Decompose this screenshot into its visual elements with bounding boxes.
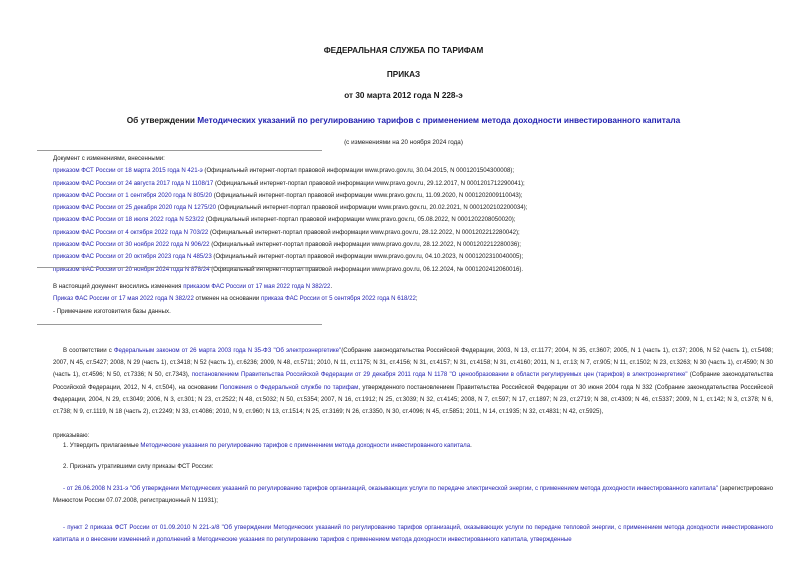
change-link[interactable]: приказом ФАС России от 24 августа 2017 года N 1108/17 xyxy=(53,179,214,187)
note-link[interactable]: приказа ФАС России от 5 сентября 2022 года N 618/22 xyxy=(261,295,416,303)
title-prefix: Об утверждении xyxy=(126,115,198,125)
note-line xyxy=(53,281,418,293)
changes-item xyxy=(53,165,527,177)
change-text: (Официальный интернет-портал правовой информации www.pravo.gov.ru, 11.09.2020, N 0001202009110043); xyxy=(212,191,523,199)
document-title xyxy=(0,115,807,125)
repealed-order-link[interactable]: - пункт 2 приказа ФСТ России от 01.09.2010 N 221-э/8 "Об утверждении Методических указаний по регулированию тарифов организаций, оказывающих услуги по передаче тепловой энергии, с применением метода доходности инвестированного капитала и о внесении изменений и дополнений в Методические указания по регулированию тарифов с применением метода доходности инвестированного капитала, утвержденные xyxy=(53,524,773,544)
item-4 xyxy=(53,522,773,546)
changes-intro: Документ с изменениями, внесенными: xyxy=(53,155,165,162)
changes-item xyxy=(53,227,527,239)
change-link[interactable]: приказом ФАС России от 20 ноября 2024 года N 878/24 xyxy=(53,265,210,273)
divider xyxy=(37,267,322,268)
document-type: ПРИКАЗ xyxy=(386,70,421,79)
changes-item xyxy=(53,190,527,202)
divider xyxy=(37,324,322,325)
repealed-order-link[interactable]: - от 26.06.2008 N 231-э "Об утверждении Методических указаний по регулированию тарифов организаций, оказывающих услуги по передаче электрической энергии, с применением метода доходности инвестированного капитала" xyxy=(63,485,718,492)
decree-link[interactable]: постановлением Правительства Российской Федерации от 29 декабря 2011 года N 1178 "О ценообразовании в области регулируемых цен (тарифов) в электроэнергетике" xyxy=(191,371,688,379)
changes-item xyxy=(53,202,527,214)
document-subtitle: (с изменениями на 20 ноября 2024 года) xyxy=(344,139,463,146)
change-text: (Официальный интернет-портал правовой информации www.pravo.gov.ru, 29.12.2017, N 0001201712290041); xyxy=(213,179,525,187)
item-2: 2. Признать утратившими силу приказы ФСТ России: xyxy=(63,463,214,470)
change-link[interactable]: приказом ФАС России от 18 июля 2022 года N 523/22 xyxy=(53,216,205,224)
changes-item xyxy=(53,264,527,276)
agency-heading: ФЕДЕРАЛЬНАЯ СЛУЖБА ПО ТАРИФАМ xyxy=(323,46,484,55)
note-line: - Примечание изготовителя базы данных. xyxy=(53,307,171,315)
change-link[interactable]: приказом ФСТ России от 18 марта 2015 года N 421-э xyxy=(53,167,203,175)
preamble-paragraph xyxy=(53,345,773,418)
guidelines-link[interactable]: Методические указания по регулированию тарифов с применением метода доходности инвестированного капитала xyxy=(140,442,471,449)
change-text: (Официальный интернет-портал правовой информации www.pravo.gov.ru, 28.12.2022, N 0001202212280042); xyxy=(208,228,520,236)
change-link[interactable]: приказом ФАС России от 4 октября 2022 года N 703/22 xyxy=(53,228,209,236)
note-text: . xyxy=(330,283,333,290)
body-text: (зарегистрировано Минюстом России 07.07.2008, регистрационный N 11931); xyxy=(53,485,774,505)
note-link[interactable]: приказом ФАС России от 17 мая 2022 года N 382/22 xyxy=(183,283,331,290)
change-text: (Официальный интернет-портал правовой информации www.pravo.gov.ru, 28.12.2022, N 0001202212280036); xyxy=(209,241,521,249)
note-link[interactable]: Приказ ФАС России от 17 мая 2022 года N 382/22 xyxy=(53,295,194,303)
changes-item xyxy=(53,239,527,251)
change-text: (Официальный интернет-портал правовой информации www.pravo.gov.ru, 04.10.2023, N 0001202310040005); xyxy=(211,253,524,261)
notes-block xyxy=(53,281,418,318)
regulation-link[interactable]: Положения о Федеральной службе по тарифам xyxy=(219,383,359,391)
change-text: (Официальный интернет-портал правовой информации www.pravo.gov.ru, 20.02.2021, N 0001202102200034); xyxy=(216,204,528,212)
changes-item xyxy=(53,178,527,190)
body-text: (Собрание законодательства Российской Федерации, 2003, N 13, ст.1177; 2004, N 35, ст.3607; 2005, N 1 (часть 1), ст.37; 2006, N 52 (часть 1), ст.5498; 2007, N 45, ст.5427; 2008, N 29 (часть 1), ст.3418; N 52 (часть 1), ст.6236; 2009, N 48, ст.5711; 2010, N 11, ст.1175; N 31, ст.4156; N 31, ст.4157; N 31, ст.4158; N 31, ст.4160; 2011, N 1, ст.13; N 7, ст.905; N 11, ст.1502; N 23, ст.3263; N 30 (часть 1), ст.4590; N 30 (часть 1), ст.4596; N 50, ст.7336; N 50, ст.7343), xyxy=(53,347,774,379)
order-word: приказываю: xyxy=(53,432,90,439)
change-text: (Официальный интернет-портал правовой информации www.pravo.gov.ru, 06.12.2024, № 0001202412060016). xyxy=(209,265,524,273)
change-link[interactable]: приказом ФАС России от 25 декабря 2020 года N 1275/20 xyxy=(53,204,217,212)
change-link[interactable]: приказом ФАС России от 1 сентября 2020 года N 805/20 xyxy=(53,191,212,199)
note-text: В настоящий документ вносились изменения xyxy=(53,283,184,290)
law-link[interactable]: Федеральным законом от 26 марта 2003 года N 35-ФЗ "Об электроэнергетике" xyxy=(113,347,342,354)
note-line xyxy=(53,293,418,305)
note-text: отменен на основании xyxy=(193,295,262,303)
body-text: , утвержденного постановлением Правительства Российской Федерации от 30 июня 2004 года N 332 xyxy=(358,383,653,391)
body-text: 1. Утвердить прилагаемые xyxy=(63,442,141,449)
change-link[interactable]: приказом ФАС России от 30 ноября 2022 года N 906/22 xyxy=(53,241,210,249)
changes-item xyxy=(53,214,527,226)
item-3 xyxy=(53,483,773,507)
changes-item xyxy=(53,251,527,263)
change-link[interactable]: приказом ФАС России от 20 октября 2023 года N 485/23 xyxy=(53,253,212,261)
document-date-number: от 30 марта 2012 года N 228-э xyxy=(344,91,463,100)
divider xyxy=(37,150,322,151)
change-text: (Официальный интернет-портал правовой информации www.pravo.gov.ru, 05.08.2022, N 0001202208050020); xyxy=(204,216,516,224)
body-text: (Собрание законодательства Российской Федерации, 2012, N 4, ст.504), на основании xyxy=(53,371,774,391)
body-text: . xyxy=(470,442,472,449)
body-text: В соответствии с xyxy=(63,347,114,354)
title-link[interactable]: Методических указаний по регулированию тарифов с применением метода доходности инвестированного капитала xyxy=(197,115,681,125)
change-text: (Официальный интернет-портал правовой информации www.pravo.gov.ru, 30.04.2015, N 0001201504300008); xyxy=(202,167,515,175)
body-text: (Собрание законодательства Российской Федерации, 2004, N 29, ст.3049; 2006, N 3, ст.301; N 23, ст.2522; N 48, ст.5032; N 50, ст.5354; 2007, N 16, ст.1912; N 25, ст.3039; N 32, ст.4145; 2008, N 7, ст.597; N 17, ст.1897; N 23, ст.2719; N 38, ст.4309; N 46, ст.5337; 2009, N 1, ст.142; N 3, ст.378; N 6, ст.738; N 9, ст.1119, N 18 (часть 2), ст.2249; N 33, ст.4086; 2010, N 9, ст.960; N 13, ст.1514; N 25, ст.3169; N 26, ст.3350, N 30, ст.4096; N 45, ст.5851; 2011, N 14, ст.1935; N 32, ст.4831; N 42, ст.5925), xyxy=(53,383,773,416)
note-text: ; xyxy=(415,295,418,303)
changes-list xyxy=(53,153,527,276)
item-1 xyxy=(63,440,773,452)
